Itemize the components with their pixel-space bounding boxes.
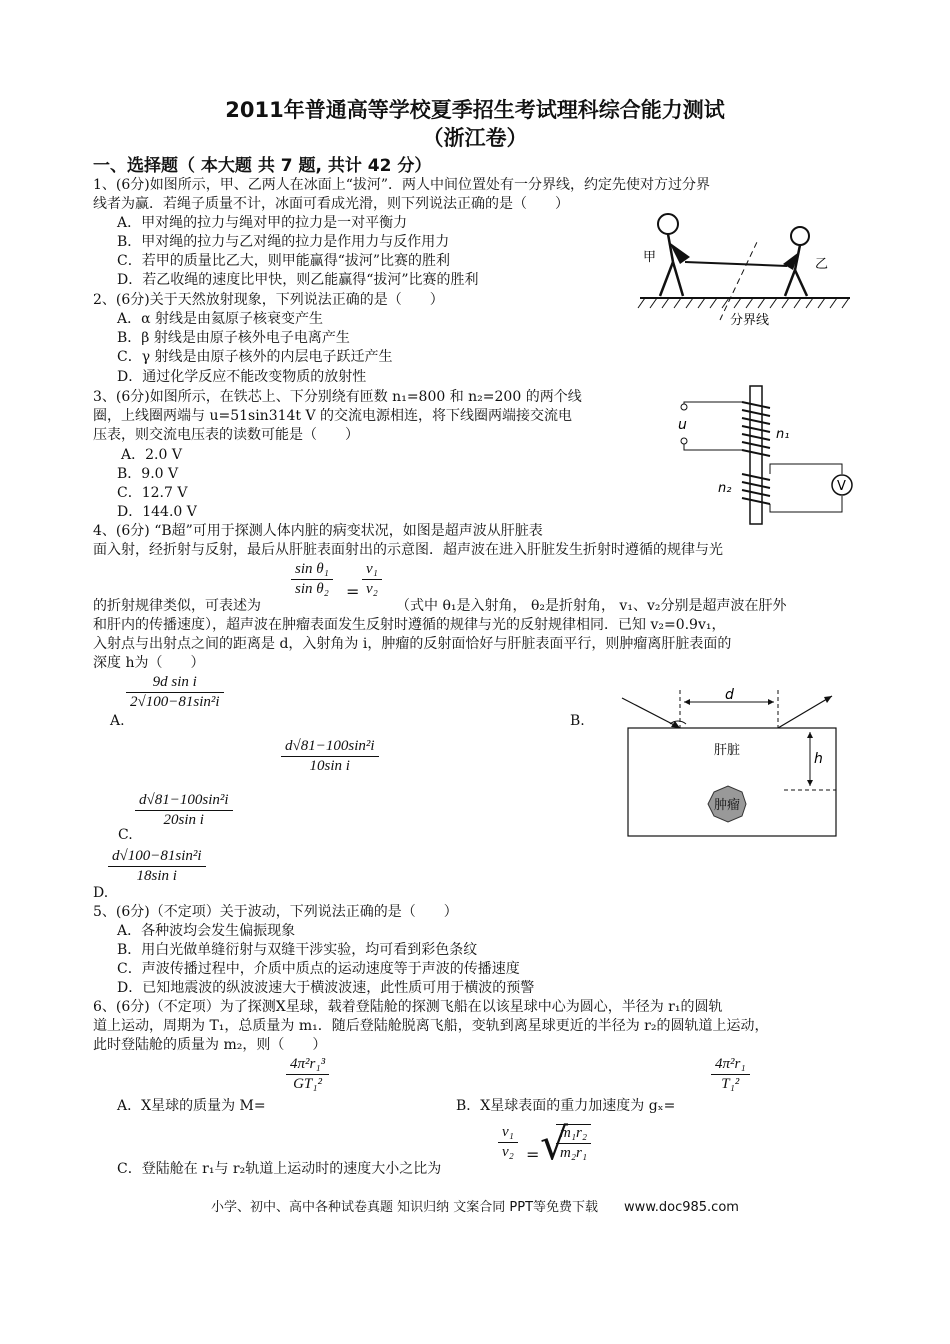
q2-option-d: D．通过化学反应不能改变物质的放射性 [117,369,367,385]
q1-option-d: D．若乙收绳的速度比甲快，则乙能赢得“拔河”比赛的胜利 [117,272,479,288]
q6-option-c-ratio: v₁ v₂ [498,1124,518,1161]
fig-label-jia: 甲 [643,250,657,265]
q5-stem: 5、(6分)（不定项）关于波动，下列说法正确的是（ ） [93,904,458,920]
q6-option-b-text: B．X星球表面的重力加速度为 gₓ= [456,1098,676,1114]
section-heading: 一、选择题（ 本大题 共 7 题, 共计 42 分） [93,156,432,176]
q3-stem-line3: 压表，则交流电压表的读数可能是（ ） [93,427,359,443]
sqrt-sign-icon: √ [540,1119,569,1170]
q5-option-a: A．各种波均会发生偏振现象 [117,923,296,939]
q5-option-b: B．用白光做单缝衍射与双缝干涉实验，均可看到彩色条纹 [117,942,478,958]
q1-option-b: B．甲对绳的拉力与乙对绳的拉力是作用力与反作用力 [117,234,450,250]
q1-option-a: A．甲对绳的拉力与绳对甲的拉力是一对平衡力 [117,215,408,231]
page-footer: 小学、初中、高中各种试卷真题 知识归纳 文案合同 PPT等免费下载 www.doc985.com [211,1200,739,1215]
q3-option-b: B．9.0 V [117,466,179,482]
q6-stem-line2: 道上运动，周期为 T₁，总质量为 m₁．随后登陆舱脱离飞船，变轨到离星球更近的半径为 r₂的圆轨道上运动， [93,1018,769,1034]
q4-option-b-fraction: d√81−100sin²i 10sin i [281,738,379,775]
fig-label-yi: 乙 [815,257,829,272]
q6-stem-line1: 6、(6分)（不定项）为了探测X星球，载着登陆舱的探测飞船在以该星球中心为圆心，半径为 r₁的圆轨 [93,999,723,1015]
q4-stem-line1: 4、(6分) “B超”可用于探测人体内脏的病变状况，如图是超声波从肝脏表 [93,523,543,539]
q5-option-d: D．已知地震波的纵波波速大于横波波速，此性质可用于横波的预警 [117,980,535,996]
q4-option-c-label: C. [118,827,133,843]
q6-option-a-text: A．X星球的质量为 M= [117,1098,266,1114]
q2-option-c: C．γ 射线是由原子核外的内层电子跃迁产生 [117,349,393,365]
q5-option-c: C．声波传播过程中，介质中质点的运动速度等于声波的传播速度 [117,961,520,977]
ultrasound-liver-figure [618,688,840,840]
snell-law-rhs: v₁ v₂ [362,561,382,598]
q1-option-c: C．若甲的质量比乙大，则甲能赢得“拔河”比赛的胜利 [117,253,451,269]
fig-label-boundary: 分界线 [730,313,770,328]
q6-option-c-equals: = [526,1145,540,1164]
q4-stem-line5: 入射点与出射点之间的距离是 d，入射角为 i，肿瘤的反射面恰好与肝脏表面平行，则肿瘤离肝脏表面的 [93,636,732,652]
q4-option-b-label: B. [570,713,585,729]
fig-label-n2: n₂ [718,481,732,496]
q2-stem: 2、(6分)关于天然放射现象，下列说法正确的是（ ） [93,292,444,308]
q4-option-a-label: A. [110,713,125,729]
q4-option-a-fraction: 9d sin i 2√100−81sin²i [126,674,224,711]
page-subtitle: （浙江卷） [422,126,528,150]
page-title: 2011年普通高等学校夏季招生考试理科综合能力测试 [225,98,725,122]
q6-option-c-root-fraction: m₁r₂ m₂r₁ [556,1124,591,1162]
q6-option-c-text: C．登陆舱在 r₁与 r₂轨道上运动时的速度大小之比为 [117,1161,442,1177]
snell-law-lhs: sin θ₁ sin θ₂ [291,561,333,598]
q4-stem-line2: 面入射，经折射与反射，最后从肝脏表面射出的示意图．超声波在进入肝脏发生折射时遵循的规律与光 [93,542,723,558]
q3-option-a: A．2.0 V [121,447,182,463]
tug-of-war-figure [635,212,855,330]
q6-option-b-fraction: 4π²r₁ T₁² [711,1056,750,1093]
snell-law-equals: = [346,582,360,601]
fig-label-n1: n₁ [776,427,790,442]
voltmeter-label: V [837,479,846,494]
fig-label-h: h [814,751,823,767]
q2-option-a: A．α 射线是由氦原子核衰变产生 [117,311,324,327]
q1-stem-line2: 线者为赢．若绳子质量不计，冰面可看成光滑，则下列说法正确的是（ ） [93,196,569,212]
q3-stem-line2: 圈，上线圈两端与 u=51sin314t V 的交流电源相连，将下线圈两端接交流电 [93,408,573,424]
fig-label-tumor: 肿瘤 [714,798,741,813]
transformer-figure [672,384,857,526]
q6-option-a-fraction: 4π²r₁³ GT₁² [286,1056,329,1093]
q3-stem-line1: 3、(6分)如图所示，在铁芯上、下分别绕有匝数 n₁=800 和 n₂=200 的两个线 [93,389,582,405]
q4-option-d-fraction: d√100−81sin²i 18sin i [108,848,206,885]
q4-stem-line3a: 的折射规律类似，可表述为 [93,598,261,614]
q4-stem-line3b: （式中 θ₁是入射角， θ₂是折射角， v₁、v₂分别是超声波在肝外 [396,598,787,614]
q4-option-d-label: D. [93,885,109,901]
fig-label-liver: 肝脏 [714,743,741,758]
q2-option-b: B．β 射线是由原子核外电子电离产生 [117,330,350,346]
q3-option-c: C．12.7 V [117,485,188,501]
fig-label-u: u [678,417,687,433]
q4-stem-line6: 深度 h为（ ） [93,655,205,671]
q4-option-c-fraction: d√81−100sin²i 20sin i [135,792,233,829]
q3-option-d: D．144.0 V [117,504,197,520]
q6-stem-line3: 此时登陆舱的质量为 m₂，则（ ） [93,1037,327,1053]
q1-stem-line1: 1、(6分)如图所示，甲、乙两人在冰面上“拔河”．两人中间位置处有一分界线，约定先使对方过分界 [93,177,711,193]
q4-stem-line4: 和肝内的传播速度），超声波在肿瘤表面发生反射时遵循的规律与光的反射规律相同．已知 v₂=0.9v₁， [93,617,726,633]
fig-label-d: d [725,688,734,703]
